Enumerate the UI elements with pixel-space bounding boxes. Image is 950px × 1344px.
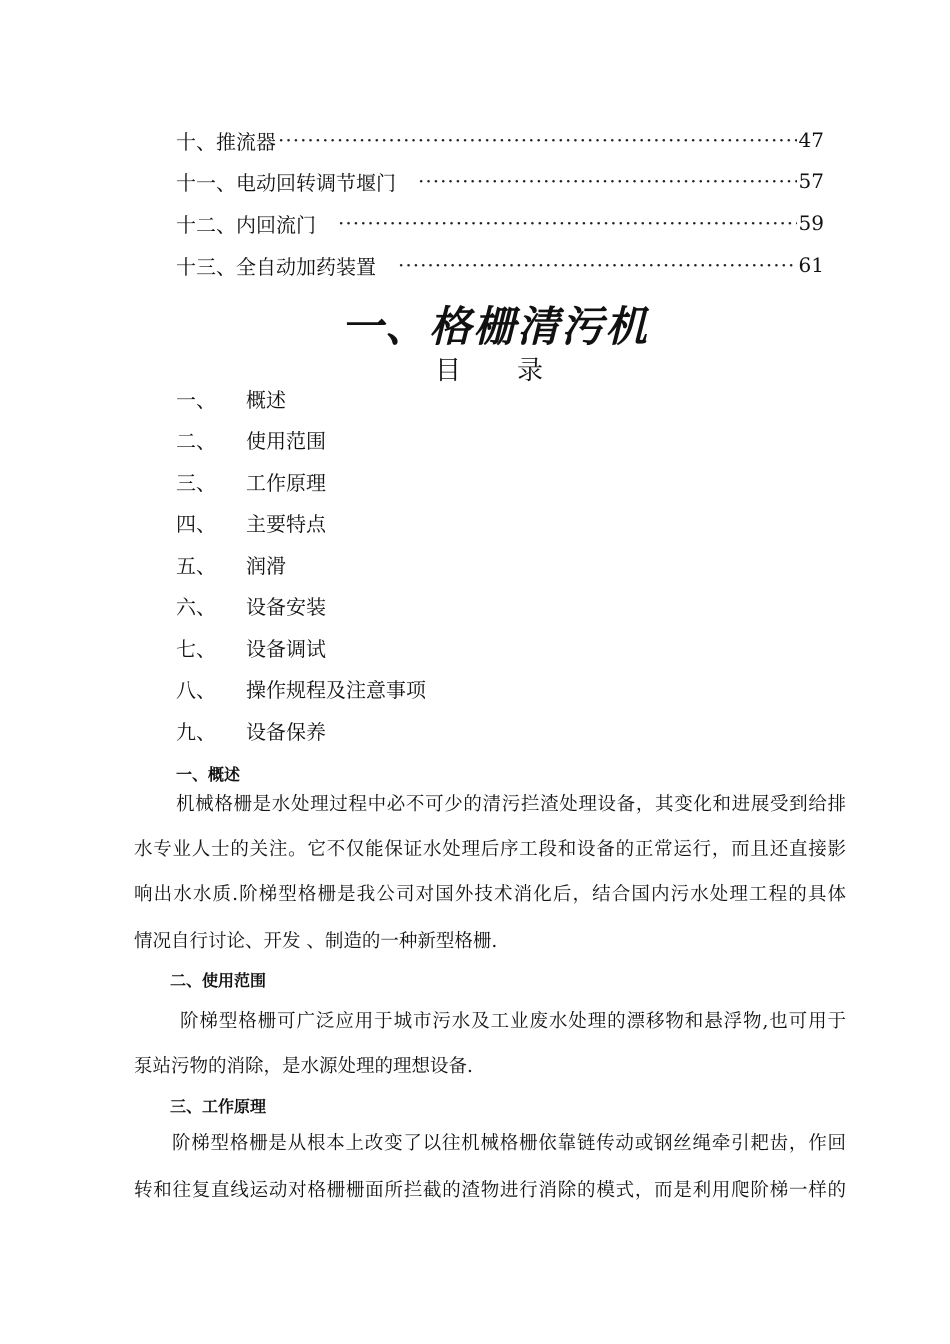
chapter-toc-number: 二、 (176, 428, 216, 453)
toc-entry[interactable] (176, 125, 824, 155)
chapter-toc-item[interactable] (176, 466, 326, 496)
paragraph-line: 情况自行讨论、开发 、制造的一种新型格栅. (134, 931, 498, 952)
chapter-toc-item[interactable] (176, 424, 326, 454)
chapter-toc-item[interactable] (176, 673, 426, 703)
toc-entry-page: 47 (798, 128, 824, 152)
chapter-toc-number: 四、 (176, 511, 216, 536)
chapter-toc-item[interactable] (176, 549, 286, 579)
subtoc-title: 目录 (434, 356, 599, 386)
chapter-toc-label: 设备调试 (246, 636, 326, 661)
chapter-toc-item[interactable] (176, 507, 326, 537)
paragraph-line: 转和往复直线运动对格栅栅面所拦截的渣物进行消除的模式，而是利用爬阶梯一样的 (134, 1180, 846, 1201)
section-heading: 三、工作原理 (170, 1097, 267, 1116)
chapter-toc-item[interactable] (176, 632, 326, 662)
toc-entry-label: 十一、电动回转调节堰门 (176, 170, 396, 195)
section-heading: 一、概述 (176, 765, 241, 784)
chapter-toc-item[interactable] (176, 590, 326, 620)
paragraph-line: 水专业人士的关注。它不仅能保证水处理后序工段和设备的正常运行，而且还直接影 (134, 839, 846, 860)
chapter-toc-item[interactable] (176, 383, 286, 413)
toc-entry-page: 59 (798, 211, 824, 235)
paragraph-line: 响出水水质.阶梯型格栅是我公司对国外技术消化后，结合国内污水处理工程的具体 (134, 884, 846, 905)
paragraph-line: 阶梯型格栅是从根本上改变了以往机械格栅依靠链传动或钢丝绳牵引耙齿，作回 (172, 1133, 846, 1154)
toc-entry-page: 61 (798, 253, 824, 277)
toc-entry-label: 十三、全自动加药装置 (176, 254, 376, 279)
toc-entry-page: 57 (798, 169, 824, 193)
chapter-toc-label: 工作原理 (246, 470, 326, 495)
paragraph-line: 机械格栅是水处理过程中必不可少的清污拦渣处理设备，其变化和进展受到给排 (176, 794, 846, 815)
section-heading: 二、使用范围 (170, 971, 267, 990)
chapter-toc-number: 九、 (176, 719, 216, 744)
toc-entry[interactable] (176, 250, 824, 280)
toc-entry[interactable] (176, 208, 824, 238)
chapter-toc-number: 一、 (176, 387, 216, 412)
toc-entry-label: 十、推流器 (176, 129, 276, 154)
chapter-toc-label: 使用范围 (246, 428, 326, 453)
chapter-toc-label: 操作规程及注意事项 (246, 677, 426, 702)
chapter-toc-number: 八、 (176, 677, 216, 702)
toc-leader-dots (278, 128, 797, 152)
chapter-toc-number: 五、 (176, 553, 216, 578)
toc-entry[interactable] (176, 166, 824, 196)
chapter-toc-number: 七、 (176, 636, 216, 661)
toc-leader-dots (398, 253, 797, 277)
chapter-toc-number: 六、 (176, 594, 216, 619)
toc-leader-dots (418, 169, 797, 193)
chapter-toc-label: 主要特点 (246, 511, 326, 536)
toc-entry-label: 十二、内回流门 (176, 212, 316, 237)
paragraph-line: 泵站污物的消除，是水源处理的理想设备. (134, 1056, 473, 1077)
chapter-title: 一、格栅清污机 (340, 302, 649, 351)
chapter-toc-label: 润滑 (246, 553, 286, 578)
chapter-toc-number: 三、 (176, 470, 216, 495)
paragraph-line: 阶梯型格栅可广泛应用于城市污水及工业废水处理的漂移物和悬浮物,也可用于 (180, 1011, 846, 1032)
chapter-toc-item[interactable] (176, 715, 326, 745)
toc-leader-dots (338, 211, 797, 235)
chapter-toc-label: 设备保养 (246, 719, 326, 744)
chapter-toc-label: 概述 (246, 387, 286, 412)
chapter-toc-label: 设备安装 (246, 594, 326, 619)
